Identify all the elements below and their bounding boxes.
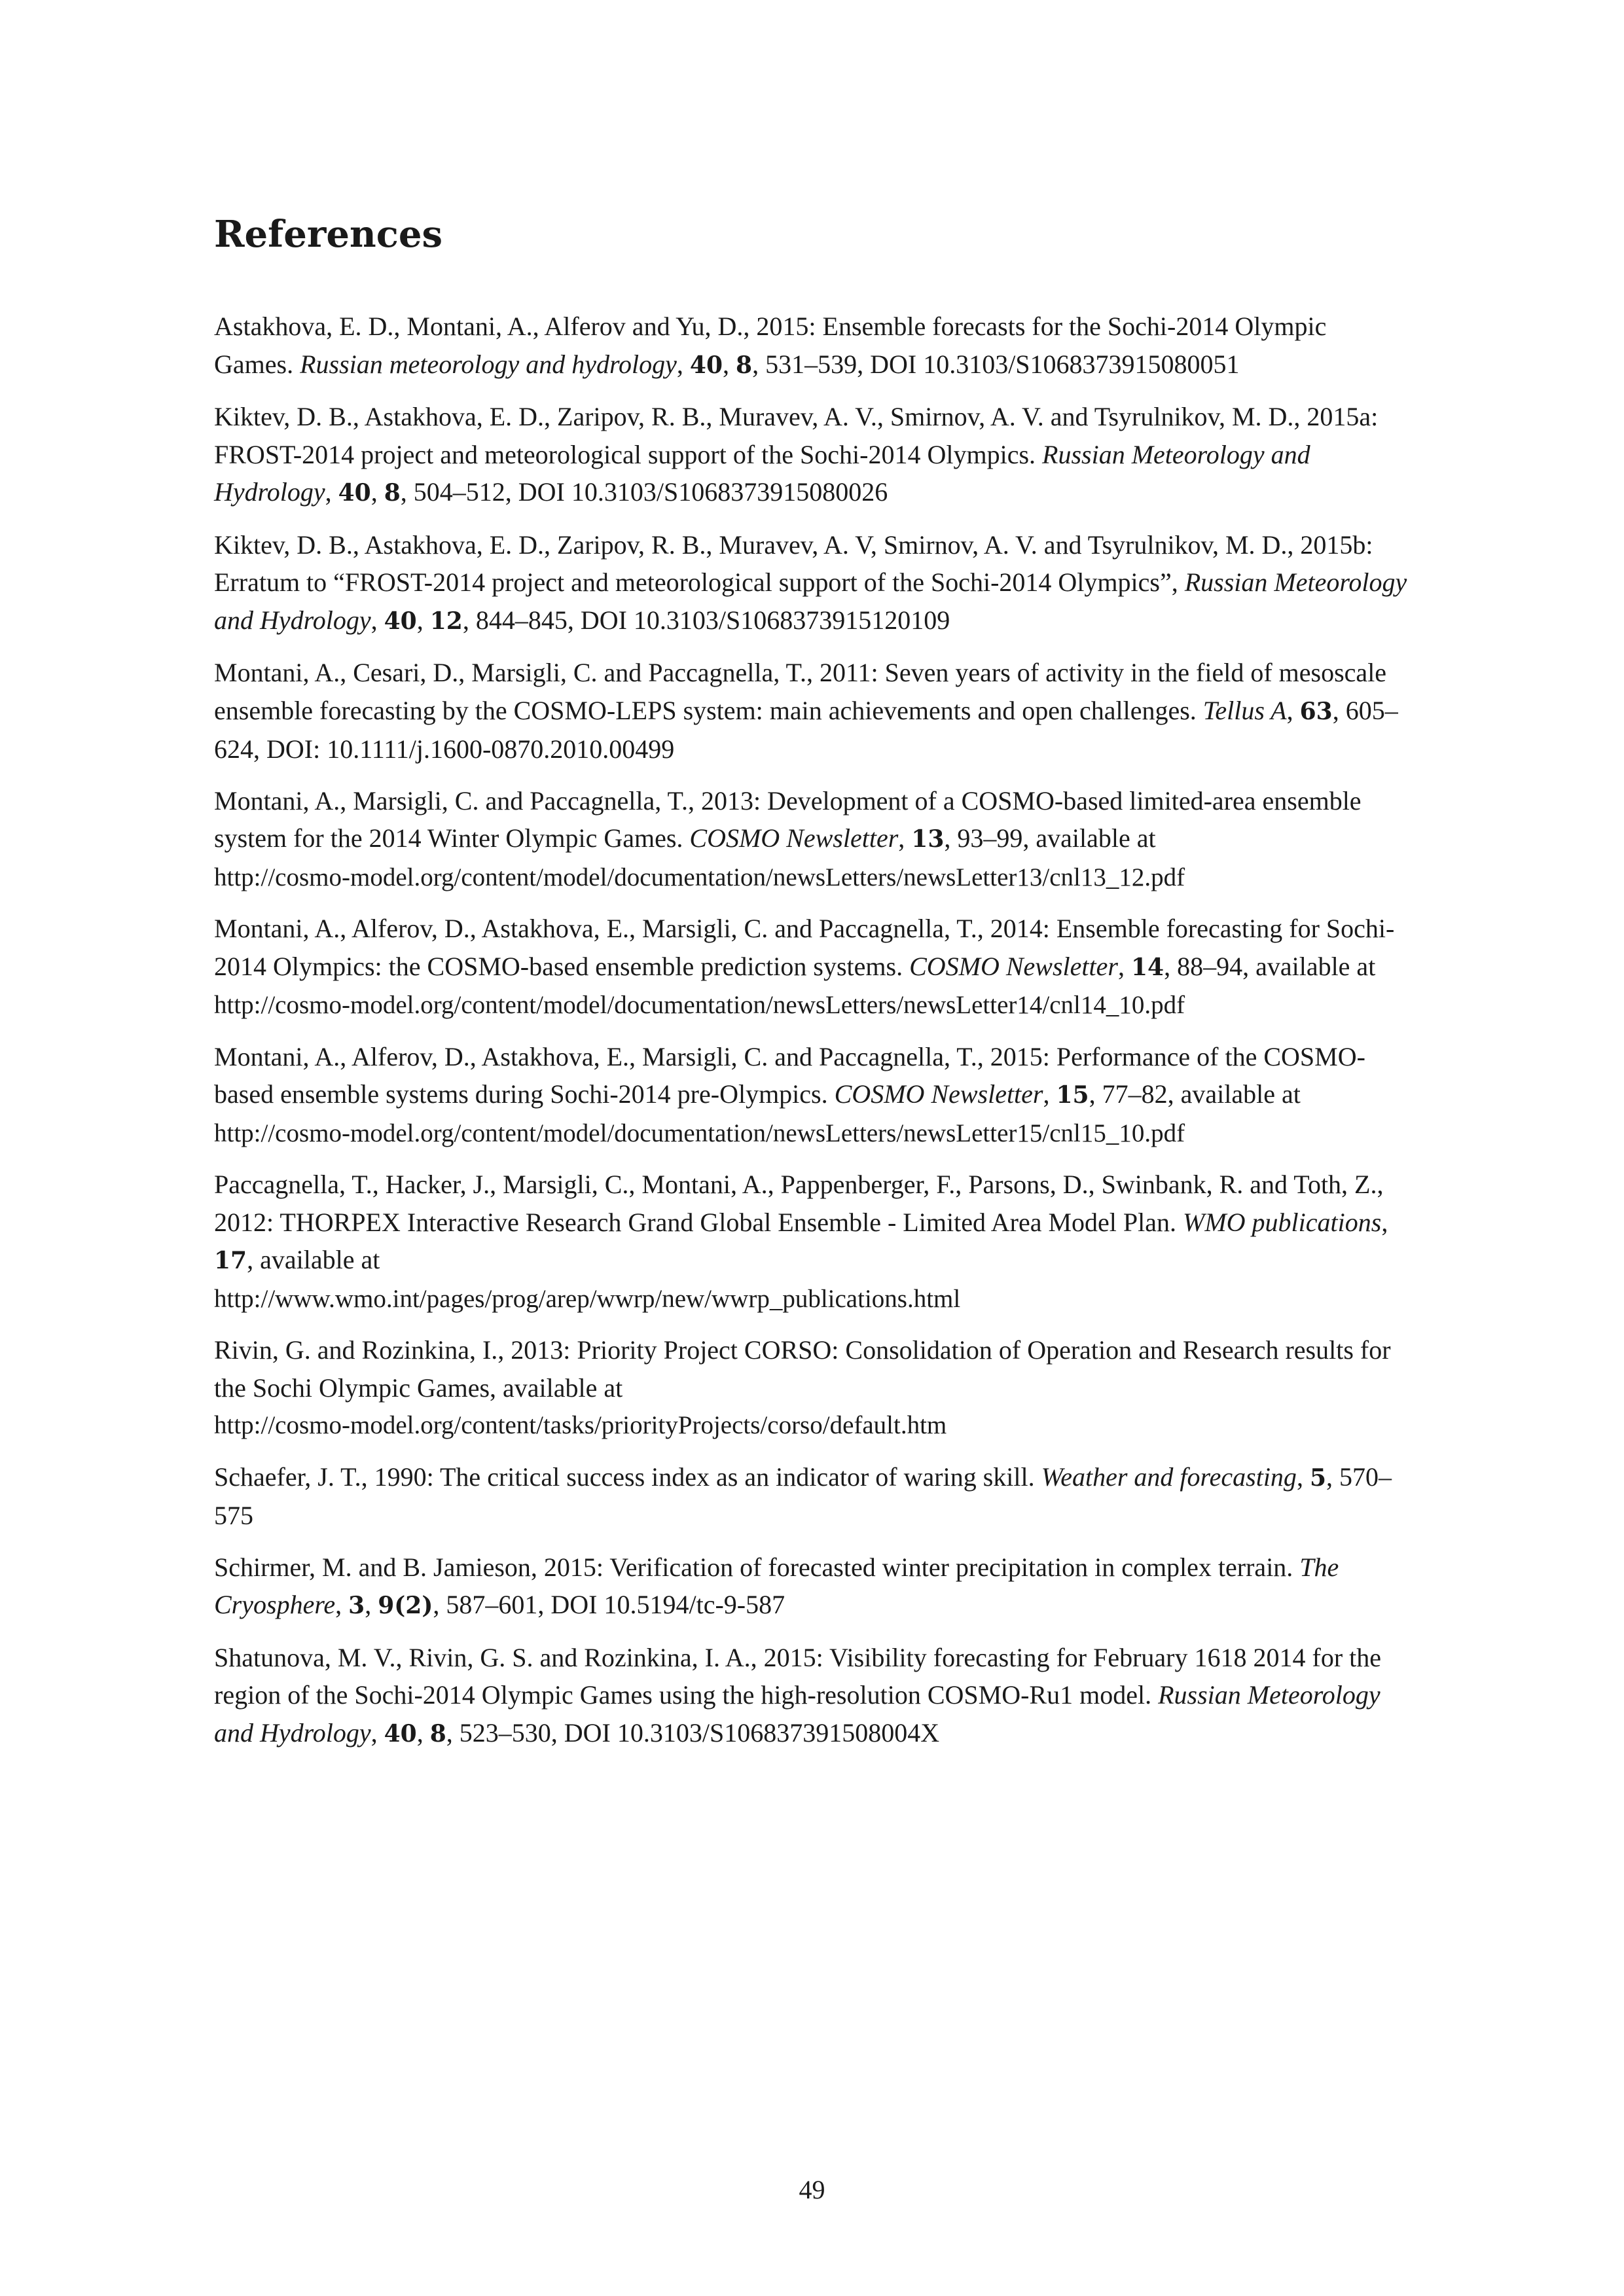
ref-authors-title: Astakhova, E. D., Montani, A., Alferov and Yu, D., 2015: Ensemble forecasts for the Sochi-2014 Olympic Games. — [214, 312, 1327, 379]
ref-journal: COSMO Newsletter — [689, 823, 899, 853]
ref-sep-vol: , — [370, 605, 384, 635]
ref-pages-doi: , 844–845, DOI 10.3103/S1068373915120109 — [462, 605, 950, 635]
ref-journal: Russian meteorology and hydrology — [300, 349, 677, 379]
ref-sep-vol: , — [898, 823, 912, 853]
ref-authors-title: Montani, A., Marsigli, C. and Paccagnella, T., 2013: Development of a COSMO-based limited-area ensemble system for the 2014 Winter Olympic Games. — [214, 785, 1362, 853]
ref-sep-vol: , — [1043, 1079, 1056, 1109]
reference-entry — [214, 910, 1412, 1024]
ref-journal: Russian Meteorology and Hydrology — [214, 567, 1407, 635]
reference-entry — [214, 526, 1412, 641]
ref-sep-vol: , — [1381, 1207, 1388, 1237]
ref-issue: 12 — [429, 607, 463, 635]
ref-journal: Tellus A — [1202, 695, 1287, 725]
ref-volume: 40 — [338, 479, 371, 507]
ref-authors-title: Paccagnella, T., Hacker, J., Marsigli, C., Montani, A., Pappenberger, F., Parsons, D., Swinbank, R. and Toth, Z., 2012: THORPEX Interactive Research Grand Global Ensemble - Limited Area Model Plan. — [214, 1170, 1384, 1237]
ref-authors-title: Kiktev, D. B., Astakhova, E. D., Zaripov, R. B., Muravev, A. V, Smirnov, A. V. and Tsyrulnikov, M. D., 2015b: Erratum to “FROST-2014 project and meteorological support of the Sochi-2014 Olympics”, — [214, 529, 1373, 597]
ref-journal: Russian Meteorology and Hydrology — [214, 439, 1310, 507]
ref-pages-doi: , 88–94, available at — [1164, 951, 1376, 981]
reference-entry — [214, 1038, 1412, 1153]
ref-volume: 14 — [1130, 953, 1164, 981]
page-number: 49 — [799, 2175, 825, 2204]
ref-authors-title: Shatunova, M. V., Rivin, G. S. and Rozinkina, I. A., 2015: Visibility forecasting for February 1618 2014 for the region of the Sochi-2014 Olympic Games using the high-resolution COSMO-Ru1 model. — [214, 1642, 1382, 1710]
ref-pages-doi: , 77–82, available at — [1089, 1079, 1301, 1109]
ref-pages-doi: , available at — [247, 1245, 380, 1274]
reference-entry — [214, 1166, 1412, 1318]
ref-volume: 17 — [214, 1247, 247, 1274]
ref-volume: 40 — [384, 1719, 417, 1748]
ref-volume: 40 — [689, 351, 723, 379]
ref-pages-doi: , 570–575 — [214, 1462, 1392, 1530]
reference-entry — [214, 1458, 1412, 1535]
ref-pages-doi: , 93–99, available at — [944, 823, 1156, 853]
reference-entry — [214, 308, 1412, 384]
reference-entry — [214, 1549, 1412, 1625]
ref-pages-doi: , 587–601, DOI 10.5194/tc-9-587 — [433, 1590, 785, 1619]
ref-volume: 63 — [1299, 697, 1333, 725]
reference-entry — [214, 654, 1412, 768]
ref-pages-doi: , 504–512, DOI 10.3103/S1068373915080026 — [400, 477, 888, 507]
ref-issue: 8 — [384, 479, 401, 507]
reference-entry — [214, 398, 1412, 512]
reference-entry — [214, 782, 1412, 897]
ref-volume: 5 — [1309, 1463, 1326, 1492]
ref-issue: 9(2) — [378, 1592, 433, 1619]
ref-sep-vol: , — [1296, 1462, 1310, 1492]
ref-url-link[interactable]: http://www.wmo.int/pages/prog/arep/wwrp/new/wwrp_publications.html — [214, 1284, 961, 1313]
section-heading: References — [214, 213, 442, 256]
ref-pages-doi: , 523–530, DOI 10.3103/S106837391508004X — [446, 1717, 940, 1748]
ref-url-link[interactable]: http://cosmo-model.org/content/model/documentation/newsLetters/newsLetter15/cnl15_10.pdf — [214, 1119, 1185, 1147]
ref-pages-doi: , 605–624, DOI: 10.1111/j.1600-0870.2010.00499 — [214, 695, 1398, 764]
ref-authors-title: Rivin, G. and Rozinkina, I., 2013: Priority Project CORSO: Consolidation of Operation and Research results for the Sochi Olympic Games, available at — [214, 1335, 1391, 1403]
ref-journal: Weather and forecasting — [1041, 1462, 1297, 1492]
ref-pages-doi: , 531–539, DOI 10.3103/S1068373915080051 — [752, 349, 1240, 379]
ref-sep-vol: , — [325, 477, 338, 507]
ref-authors-title: Schaefer, J. T., 1990: The critical success index as an indicator of waring skill. — [214, 1462, 1041, 1492]
ref-authors-title: Kiktev, D. B., Astakhova, E. D., Zaripov, R. B., Muravev, A. V., Smirnov, A. V. and Tsyrulnikov, M. D., 2015a: FROST-2014 project and meteorological support of the Sochi-2014 Olympics. — [214, 402, 1379, 469]
ref-volume: 40 — [384, 607, 417, 635]
ref-issue: 8 — [736, 351, 753, 379]
ref-sep-vol: , — [676, 349, 690, 379]
ref-authors-title: Montani, A., Alferov, D., Astakhova, E., Marsigli, C. and Paccagnella, T., 2014: Ensemble forecasting for Sochi-2014 Olympics: the COSMO-based ensemble prediction systems. — [214, 914, 1395, 981]
ref-sep-issue: , — [416, 605, 430, 635]
ref-sep-vol: , — [335, 1590, 349, 1619]
ref-sep-vol: , — [370, 1717, 384, 1748]
ref-sep-issue: , — [365, 1590, 378, 1619]
ref-authors-title: Montani, A., Alferov, D., Astakhova, E., Marsigli, C. and Paccagnella, T., 2015: Performance of the COSMO-based ensemble systems during Sochi-2014 pre-Olympics. — [214, 1041, 1365, 1109]
ref-volume: 3 — [348, 1592, 365, 1619]
ref-volume: 13 — [911, 825, 945, 853]
ref-journal: COSMO Newsletter — [909, 951, 1118, 981]
ref-url-link[interactable]: http://cosmo-model.org/content/model/documentation/newsLetters/newsLetter14/cnl14_10.pdf — [214, 991, 1185, 1019]
ref-journal: Russian Meteorology and Hydrology — [214, 1680, 1380, 1748]
ref-sep-issue: , — [416, 1717, 430, 1748]
ref-sep-vol: , — [1117, 951, 1131, 981]
reference-entry — [214, 1639, 1412, 1753]
reference-list — [214, 308, 1412, 1767]
ref-volume: 15 — [1056, 1081, 1089, 1109]
ref-sep-issue: , — [370, 477, 384, 507]
ref-sep-vol: , — [1286, 695, 1300, 725]
ref-issue: 8 — [429, 1719, 446, 1748]
ref-sep-issue: , — [723, 349, 736, 379]
ref-authors-title: Montani, A., Cesari, D., Marsigli, C. and Paccagnella, T., 2011: Seven years of activity in the field of mesoscale ensemble forecasting by the COSMO-LEPS system: main achievements and open challenges. — [214, 658, 1387, 725]
ref-authors-title: Schirmer, M. and B. Jamieson, 2015: Verification of forecasted winter precipitation in complex terrain. — [214, 1552, 1300, 1582]
ref-journal: WMO publications — [1183, 1207, 1382, 1237]
ref-journal: The Cryosphere — [214, 1552, 1339, 1619]
ref-url-link[interactable]: http://cosmo-model.org/content/tasks/priorityProjects/corso/default.htm — [214, 1411, 947, 1439]
reference-entry — [214, 1331, 1412, 1444]
ref-journal: COSMO Newsletter — [834, 1079, 1043, 1109]
ref-url-link[interactable]: http://cosmo-model.org/content/model/documentation/newsLetters/newsLetter13/cnl13_12.pdf — [214, 863, 1185, 891]
